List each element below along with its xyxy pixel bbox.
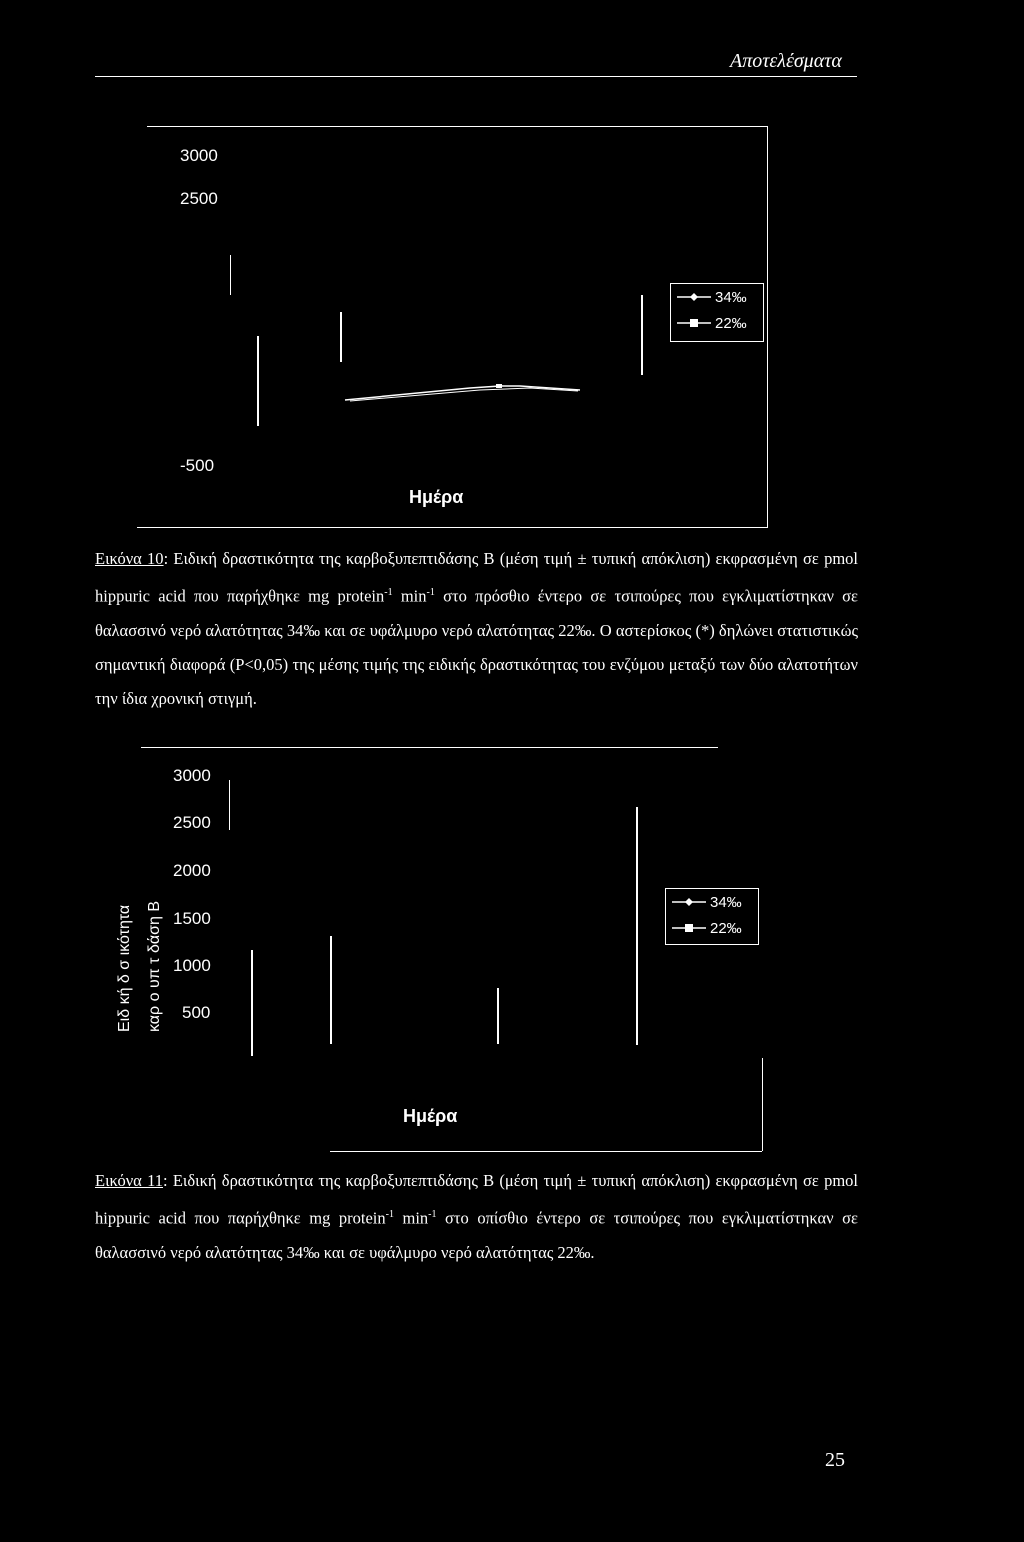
page-number: 25 xyxy=(825,1449,845,1471)
caption-text: : Ειδική δραστικότητα της καρβοξυπεπτιδάσης Β (μέση τιμή ± τυπική απόκλιση) εκφρασμένη σε pmol hippuric acid που παρήχθηκε mg protein xyxy=(95,549,859,606)
chart-legend xyxy=(670,283,764,342)
figure-10-chart xyxy=(0,0,1024,540)
page-header-title: Αποτελέσματα xyxy=(730,50,842,72)
caption-text: : Ειδική δραστικότητα της καρβοξυπεπτιδάσης Β (μέση τιμή ± τυπική απόκλιση) εκφρασμένη σε pmol hippuric acid που παρήχθηκε mg protein xyxy=(95,1171,859,1228)
square-marker-icon xyxy=(672,923,706,933)
series-22-line xyxy=(350,388,578,401)
square-marker-icon xyxy=(677,318,711,328)
series-lines xyxy=(0,0,1024,540)
y-tick-label: 2500 xyxy=(173,813,211,832)
chart-frame-top xyxy=(141,747,718,748)
figure-10-caption xyxy=(95,542,858,716)
chart-legend xyxy=(665,888,759,945)
y-tick-label: 2000 xyxy=(173,861,211,880)
y-tick-label: 3000 xyxy=(173,766,211,785)
caption-text: min xyxy=(393,1208,429,1228)
y-tick-label: 1500 xyxy=(173,909,211,928)
error-bar xyxy=(251,950,253,1056)
x-axis-label: Ημέρα xyxy=(409,487,464,507)
caption-text: min xyxy=(392,586,427,606)
legend-label: 22‰ xyxy=(710,919,742,937)
caption-text: στο πρόσθιο έντερο σε τσιπούρες που εγκλιματίστηκαν σε θαλασσινό νερό αλατότητας 34‰ και σε υφάλμυρο νερό αλατότητας 22‰. Ο αστερίσκος (*) δηλώνει στατιστικώς σημαντική διαφορά (P<0,05) της μέσης τιμής της ειδικής δραστικότητας του ενζύμου μεταξύ των δύο αλατοτήτων την ίδια χρονική στιγμή. xyxy=(95,586,858,708)
y-tick-label: 1000 xyxy=(173,956,211,975)
figure-11-chart xyxy=(0,740,1024,1160)
chart-frame-bottom xyxy=(330,1151,762,1152)
diamond-marker-icon xyxy=(672,897,706,907)
series-34-line xyxy=(345,386,580,400)
error-bar xyxy=(497,988,499,1044)
caption-superscript: -1 xyxy=(428,1209,437,1220)
legend-item-22 xyxy=(671,310,763,336)
caption-text: στο οπίσθιο έντερο σε τσιπούρες που εγκλιματίστηκαν σε θαλασσινό νερό αλατότητας 34‰ και σε υφάλμυρο νερό αλατότητας 22‰. xyxy=(95,1208,858,1262)
caption-superscript: -1 xyxy=(385,1209,394,1220)
legend-item-34 xyxy=(666,889,758,915)
y-tick-label: 2500 xyxy=(180,189,218,208)
caption-superscript: -1 xyxy=(426,587,435,598)
chart-frame-right xyxy=(762,1058,763,1151)
y-tick-label: -500 xyxy=(180,456,215,475)
y-axis-line xyxy=(229,780,230,830)
legend-item-34 xyxy=(671,284,763,310)
error-bar xyxy=(330,936,332,1044)
figure-11-caption xyxy=(95,1164,858,1270)
error-bar xyxy=(636,807,638,1045)
caption-label: Εικόνα 10 xyxy=(95,549,164,568)
y-tick-label: 500 xyxy=(182,1003,211,1022)
x-axis-label: Ημέρα xyxy=(403,1106,458,1126)
y-axis-label-line1: Ειδ κή δ σ ικότητα xyxy=(116,904,133,1032)
legend-label: 22‰ xyxy=(715,314,747,332)
diamond-marker-icon xyxy=(677,292,711,302)
caption-superscript: -1 xyxy=(384,587,393,598)
y-axis-label-line2: καρ ο υπ τ δάση Β xyxy=(146,901,163,1032)
legend-label: 34‰ xyxy=(715,288,747,306)
caption-label: Εικόνα 11 xyxy=(95,1171,163,1190)
legend-item-22 xyxy=(666,915,758,941)
y-tick-label: 3000 xyxy=(180,146,218,165)
series-marker xyxy=(496,384,502,388)
legend-label: 34‰ xyxy=(710,893,742,911)
